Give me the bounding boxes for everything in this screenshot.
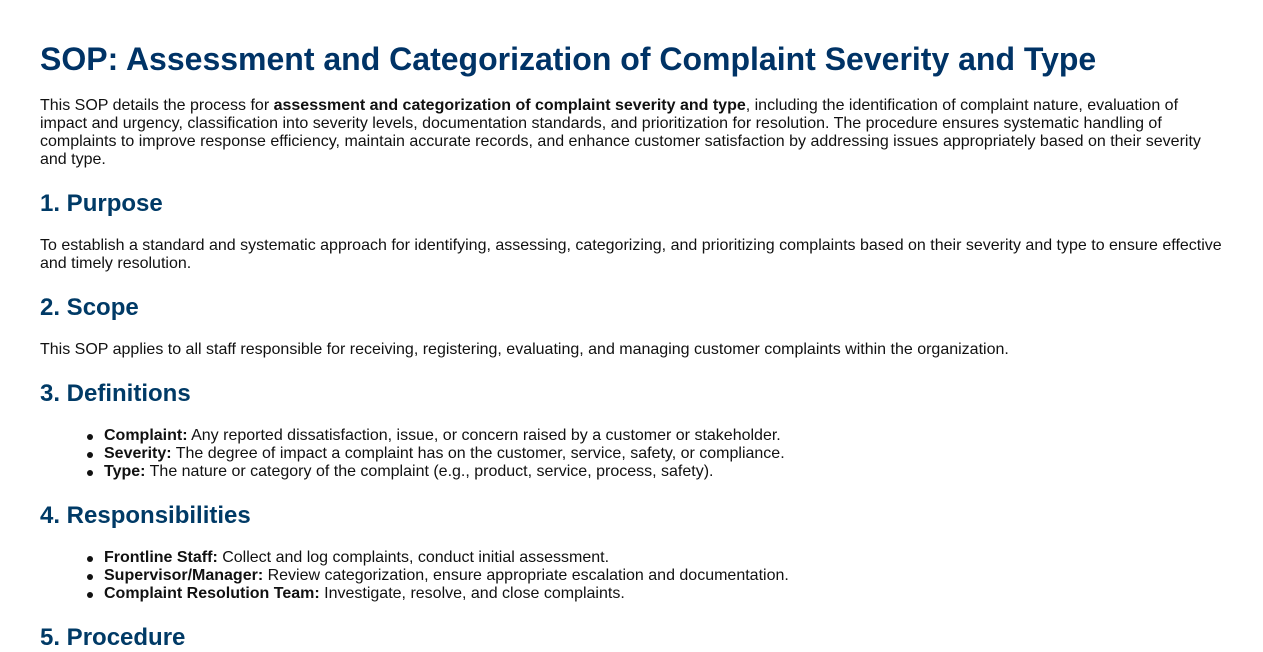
definition-desc: The nature or category of the complaint (e.g., product, service, process, safety).: [145, 463, 714, 480]
purpose-text: To establish a standard and systematic approach for identifying, assessing, categorizing, and prioritizing complaints based on their severity and type to ensure effective and timely resolution.: [40, 237, 1222, 272]
responsibility-role: Supervisor/Manager:: [104, 567, 264, 584]
list-item: [104, 445, 785, 463]
list-item: [104, 549, 789, 567]
list-item: [104, 567, 789, 585]
list-item: [104, 463, 785, 481]
responsibility-role: Complaint Resolution Team:: [104, 585, 320, 602]
definition-term: Severity:: [104, 445, 172, 462]
intro-text-end: , including the identification of complaint nature, evaluation of impact and urgency, classification into severity levels, documentation standards, and prioritization for resolution. The procedure ensures systematic handling of complaints to improve response efficiency, maintain accurate records, and enhance customer satisfaction by addressing issues appropriately based on their severity and type.: [40, 97, 1201, 168]
page-title: SOP: Assessment and Categorization of Complaint Severity and Type: [40, 41, 1097, 77]
intro-text-bold: assessment and categorization of complaint severity and type: [273, 97, 746, 114]
definition-desc: The degree of impact a complaint has on the customer, service, safety, or compliance.: [171, 445, 785, 462]
definition-term: Type:: [104, 463, 146, 480]
section-heading-procedure: 5. Procedure: [40, 624, 186, 651]
responsibility-desc: Collect and log complaints, conduct initial assessment.: [217, 549, 610, 566]
responsibilities-list: [104, 549, 789, 603]
list-item: [104, 427, 785, 445]
definitions-list: [104, 427, 785, 481]
section-heading-purpose: 1. Purpose: [40, 190, 163, 217]
responsibility-role: Frontline Staff:: [104, 549, 218, 566]
responsibility-desc: Review categorization, ensure appropriate escalation and documentation.: [263, 567, 789, 584]
section-heading-definitions: 3. Definitions: [40, 380, 191, 407]
scope-text: This SOP applies to all staff responsible for receiving, registering, evaluating, and managing customer complaints within the organization.: [40, 341, 1009, 358]
definition-desc: Any reported dissatisfaction, issue, or concern raised by a customer or stakeholder.: [187, 427, 781, 444]
section-heading-responsibilities: 4. Responsibilities: [40, 502, 251, 529]
section-heading-scope: 2. Scope: [40, 294, 139, 321]
responsibility-desc: Investigate, resolve, and close complaints.: [319, 585, 625, 602]
definition-term: Complaint:: [104, 427, 188, 444]
intro-paragraph: [40, 97, 1226, 169]
list-item: [104, 585, 789, 603]
intro-text-start: This SOP details the process for: [40, 97, 274, 114]
